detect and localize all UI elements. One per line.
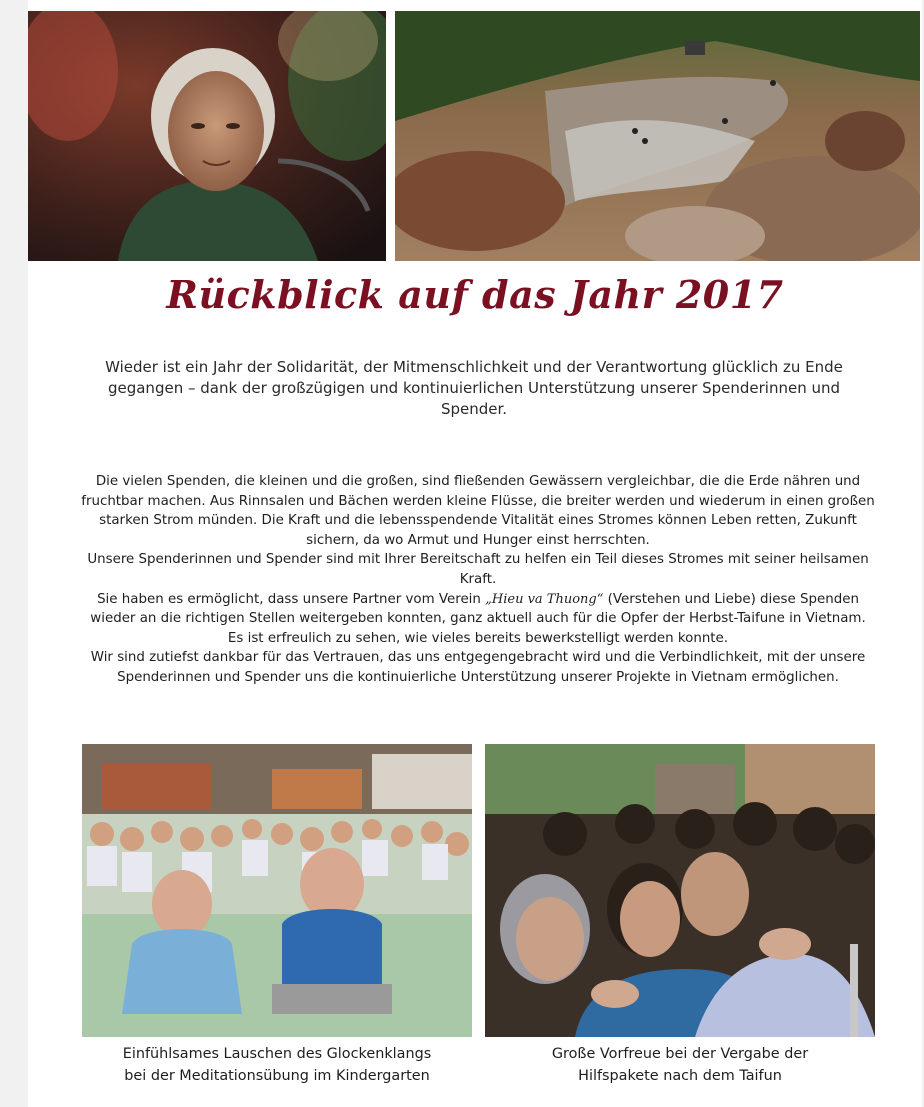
caption-kindergarten-line-2: bei der Meditationsübung im Kindergarten bbox=[124, 1068, 430, 1084]
caption-aid-packages bbox=[485, 1043, 875, 1087]
body-paragraph-3-start: Sie haben es ermöglicht, dass unsere Partner vom Verein bbox=[97, 591, 486, 607]
caption-aid-packages-line-2: Hilfspakete nach dem Taifun bbox=[578, 1068, 782, 1084]
body-paragraph-3 bbox=[78, 590, 878, 629]
body-text bbox=[78, 472, 878, 688]
body-paragraph-5: Wir sind zutiefst dankbar für das Vertrauen, das uns entgegengebracht wird und die Verbindlichkeit, mit der unsere Spenderinnen und Spender uns die kontinuierliche Unterstützung unserer Projekte in Vietnam ermöglichen. bbox=[90, 650, 866, 685]
body-paragraph-1: Die vielen Spenden, die kleinen und die großen, sind fließenden Gewässern vergleichbar, die die Erde nähren und fruchtbar machen. Aus Rinnsalen und Bächen werden kleine Flüsse, die breiter werden und wiederum in einen großen starken Strom münden. Die Kraft und die lebensspendende Vitalität eines Stromes können Leben retten, Zukunft sichern, da wo Armut und Hunger einst herrschten. bbox=[81, 474, 875, 548]
photo-kindergarten-meditation bbox=[82, 744, 472, 1037]
photo-landslide bbox=[395, 11, 920, 261]
caption-aid-packages-line-1: Große Vorfreue bei der Vergabe der bbox=[551, 1046, 809, 1062]
photo-elderly-woman bbox=[28, 11, 386, 261]
lead-paragraph: Wieder ist ein Jahr der Solidarität, der Mitmenschlichkeit und der Verantwortung glücklich zu Ende gegangen – dank der großzügigen und kontinuierlichen Unterstützung unserer Spenderinnen und Spender. bbox=[105, 358, 843, 418]
body-paragraph-2: Unsere Spenderinnen und Spender sind mit Ihrer Bereitschaft zu helfen ein Teil dieses Stromes mit seiner heilsamen Kraft. bbox=[87, 552, 869, 587]
caption-kindergarten bbox=[82, 1043, 472, 1087]
content-page bbox=[28, 0, 922, 1107]
body-paragraph-4: Es ist erfreulich zu sehen, wie vieles bereits bewerkstelligt werden konnte. bbox=[227, 630, 729, 646]
page-title: Rückblick auf das Jahr 2017 bbox=[166, 272, 784, 317]
caption-kindergarten-line-1: Einfühlsames Lauschen des Glockenklangs bbox=[122, 1046, 432, 1062]
body-paragraph-3-end: (Verstehen und Liebe) diese Spenden wieder an die richtigen Stellen weitergeben konnten, ganz aktuell auch für die Opfer der Herbst-Taifune in Vietnam. bbox=[90, 591, 866, 627]
photo-aid-recipients-clapping bbox=[485, 744, 875, 1037]
partner-name: „Hieu va Thuong“ bbox=[485, 591, 604, 607]
